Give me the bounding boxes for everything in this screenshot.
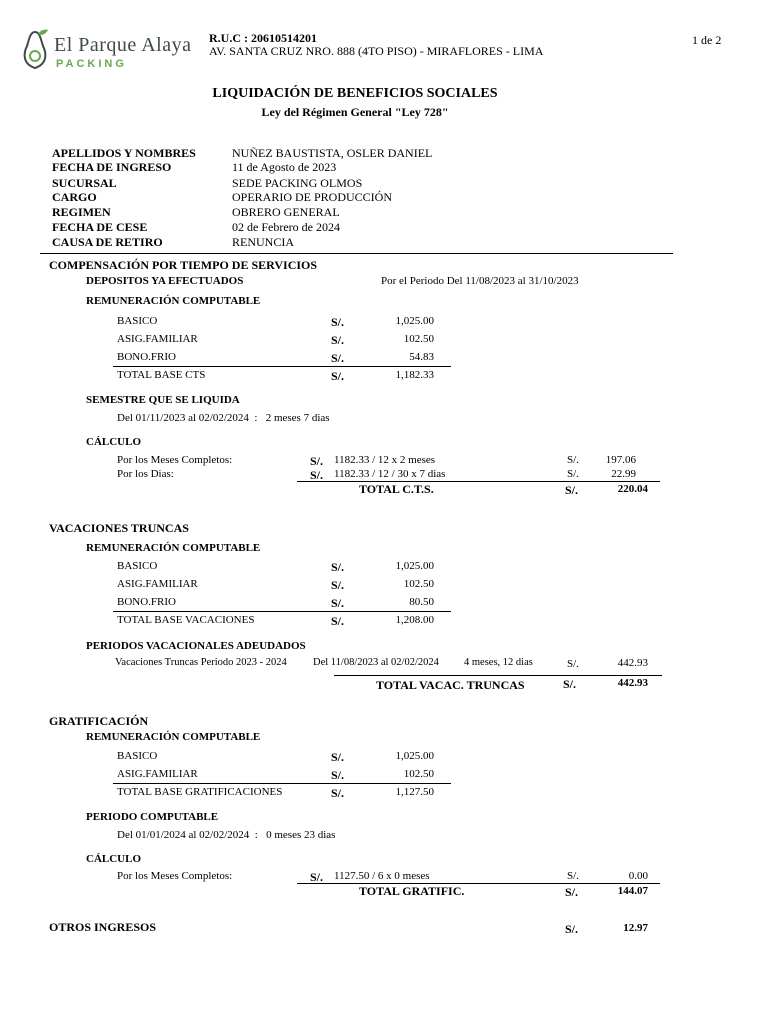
company-address: AV. SANTA CRUZ NRO. 888 (4TO PISO) - MIRAFLORES - LIMA <box>209 44 544 58</box>
grat-remun-label: ASIG.FAMILIAR <box>117 768 198 780</box>
currency: S/. <box>567 454 579 466</box>
currency: S/. <box>331 750 345 764</box>
avocado-icon <box>20 28 50 72</box>
cts-calc-heading: CÁLCULO <box>86 436 142 448</box>
currency: S/. <box>331 315 345 329</box>
grat-calc-heading: CÁLCULO <box>86 853 142 865</box>
subtotal-rule <box>113 783 451 784</box>
company-logo <box>8 22 198 92</box>
page-title: LIQUIDACIÓN DE BENEFICIOS SOCIALES <box>212 86 498 101</box>
grat-total-amount: 144.07 <box>617 885 648 897</box>
cts-total-label: TOTAL C.T.S. <box>359 482 434 496</box>
vac-period-duration: 4 meses, 12 dias <box>464 657 533 668</box>
label-fecha-ingreso: FECHA DE INGRESO <box>52 160 172 174</box>
value-fecha-ingreso: 11 de Agosto de 2023 <box>232 160 337 174</box>
currency: S/. <box>565 922 579 936</box>
vac-total-label: TOTAL VACAC. TRUNCAS <box>376 678 525 692</box>
logo-sub: PACKING <box>56 58 127 70</box>
vac-period-amount: 442.93 <box>617 657 648 669</box>
currency: S/. <box>310 454 324 468</box>
currency: S/. <box>331 614 345 628</box>
page-number: 1 de 2 <box>692 33 722 47</box>
currency: S/. <box>331 351 345 365</box>
total-rule <box>297 481 660 482</box>
currency: S/. <box>331 369 345 383</box>
value-apellidos: NUÑEZ BAUSTISTA, OSLER DANIEL <box>232 146 433 160</box>
currency: S/. <box>567 870 579 882</box>
currency: S/. <box>331 596 345 610</box>
currency: S/. <box>567 658 579 670</box>
label-regimen: REGIMEN <box>52 205 111 219</box>
subtotal-rule <box>113 611 451 612</box>
cts-remun-amount: 1,025.00 <box>395 315 434 327</box>
currency: S/. <box>310 468 324 482</box>
value-regimen: OBRERO GENERAL <box>232 205 340 219</box>
otros-amount: 12.97 <box>623 922 648 934</box>
total-rule <box>334 675 662 676</box>
logo-name: El Parque Alaya <box>54 34 192 56</box>
vac-period-label: Vacaciones Truncas Periodo 2023 - 2024 <box>115 657 287 668</box>
grat-total-base-amount: 1,127.50 <box>395 786 434 798</box>
total-rule <box>297 883 660 884</box>
currency: S/. <box>331 333 345 347</box>
currency: S/. <box>331 560 345 574</box>
cts-remun-heading: REMUNERACIÓN COMPUTABLE <box>86 295 261 307</box>
vac-total-base-amount: 1,208.00 <box>395 614 434 626</box>
label-apellidos: APELLIDOS Y NOMBRES <box>52 146 196 160</box>
vac-remun-label: ASIG.FAMILIAR <box>117 578 198 590</box>
ruc: R.U.C : 20610514201 <box>209 31 317 45</box>
cts-total-base-amount: 1,182.33 <box>395 369 434 381</box>
grat-heading: GRATIFICACIÓN <box>49 714 149 728</box>
grat-remun-amount: 102.50 <box>403 768 434 780</box>
vac-periods-heading: PERIODOS VACACIONALES ADEUDADOS <box>86 640 306 652</box>
cts-semester-text: Del 01/11/2023 al 02/02/2024 : 2 meses 7 dias <box>117 412 330 424</box>
vac-remun-amount: 102.50 <box>403 578 434 590</box>
label-sucursal: SUCURSAL <box>52 176 117 190</box>
grat-period-heading: PERIODO COMPUTABLE <box>86 811 219 823</box>
currency: S/. <box>563 677 577 691</box>
vac-remun-label: BASICO <box>117 560 158 572</box>
currency: S/. <box>567 468 579 480</box>
page-subtitle: Ley del Régimen General "Ley 728" <box>261 105 449 119</box>
vac-remun-amount: 80.50 <box>409 596 434 608</box>
label-cargo: CARGO <box>52 190 97 204</box>
grat-calc-amount: 0.00 <box>628 870 648 882</box>
value-sucursal: SEDE PACKING OLMOS <box>232 176 363 190</box>
cts-calc-formula: 1182.33 / 12 / 30 x 7 dias <box>334 468 446 480</box>
vac-period-range: Del 11/08/2023 al 02/02/2024 <box>313 657 439 668</box>
currency: S/. <box>331 578 345 592</box>
cts-deposits-label: DEPOSITOS YA EFECTUADOS <box>86 275 244 287</box>
value-fecha-cese: 02 de Febrero de 2024 <box>232 220 340 234</box>
label-causa-retiro: CAUSA DE RETIRO <box>52 235 163 249</box>
currency: S/. <box>565 885 579 899</box>
vac-remun-amount: 1,025.00 <box>395 560 434 572</box>
grat-calc-label: Por los Meses Completos: <box>117 870 233 882</box>
grat-remun-amount: 1,025.00 <box>395 750 434 762</box>
subtotal-rule <box>113 366 451 367</box>
grat-calc-formula: 1127.50 / 6 x 0 meses <box>334 870 430 882</box>
grat-remun-label: BASICO <box>117 750 158 762</box>
label-fecha-cese: FECHA DE CESE <box>52 220 148 234</box>
currency: S/. <box>310 870 324 884</box>
vac-remun-label: BONO.FRIO <box>117 596 176 608</box>
currency: S/. <box>565 483 579 497</box>
cts-total-amount: 220.04 <box>617 483 648 495</box>
cts-remun-label: ASIG.FAMILIAR <box>117 333 198 345</box>
cts-heading: COMPENSACIÓN POR TIEMPO DE SERVICIOS <box>49 258 318 272</box>
cts-calc-formula: 1182.33 / 12 x 2 meses <box>334 454 436 466</box>
vac-total-base-label: TOTAL BASE VACACIONES <box>117 614 255 626</box>
cts-calc-amount: 22.99 <box>611 468 636 480</box>
cts-semester-heading: SEMESTRE QUE SE LIQUIDA <box>86 394 240 406</box>
grat-remun-heading: REMUNERACIÓN COMPUTABLE <box>86 731 261 743</box>
currency: S/. <box>331 768 345 782</box>
grat-total-base-label: TOTAL BASE GRATIFICACIONES <box>117 786 283 798</box>
cts-remun-label: BONO.FRIO <box>117 351 176 363</box>
value-causa-retiro: RENUNCIA <box>232 235 294 249</box>
divider <box>40 253 673 254</box>
cts-remun-amount: 102.50 <box>403 333 434 345</box>
cts-deposits-period: Por el Periodo Del 11/08/2023 al 31/10/2023 <box>381 275 579 287</box>
vac-heading: VACACIONES TRUNCAS <box>49 521 189 535</box>
cts-remun-amount: 54.83 <box>409 351 434 363</box>
otros-label: OTROS INGRESOS <box>49 920 157 934</box>
cts-calc-label: Por los Meses Completos: <box>117 454 233 466</box>
vac-total-amount: 442.93 <box>617 677 648 689</box>
value-cargo: OPERARIO DE PRODUCCIÓN <box>232 190 393 204</box>
vac-remun-heading: REMUNERACIÓN COMPUTABLE <box>86 542 261 554</box>
grat-period-text: Del 01/01/2024 al 02/02/2024 : 0 meses 23 dias <box>117 829 336 841</box>
cts-total-base-label: TOTAL BASE CTS <box>117 369 206 381</box>
cts-remun-label: BASICO <box>117 315 158 327</box>
grat-total-label: TOTAL GRATIFIC. <box>359 884 465 898</box>
currency: S/. <box>331 786 345 800</box>
cts-calc-label: Por los Dias: <box>117 468 174 480</box>
cts-calc-amount: 197.06 <box>605 454 636 466</box>
